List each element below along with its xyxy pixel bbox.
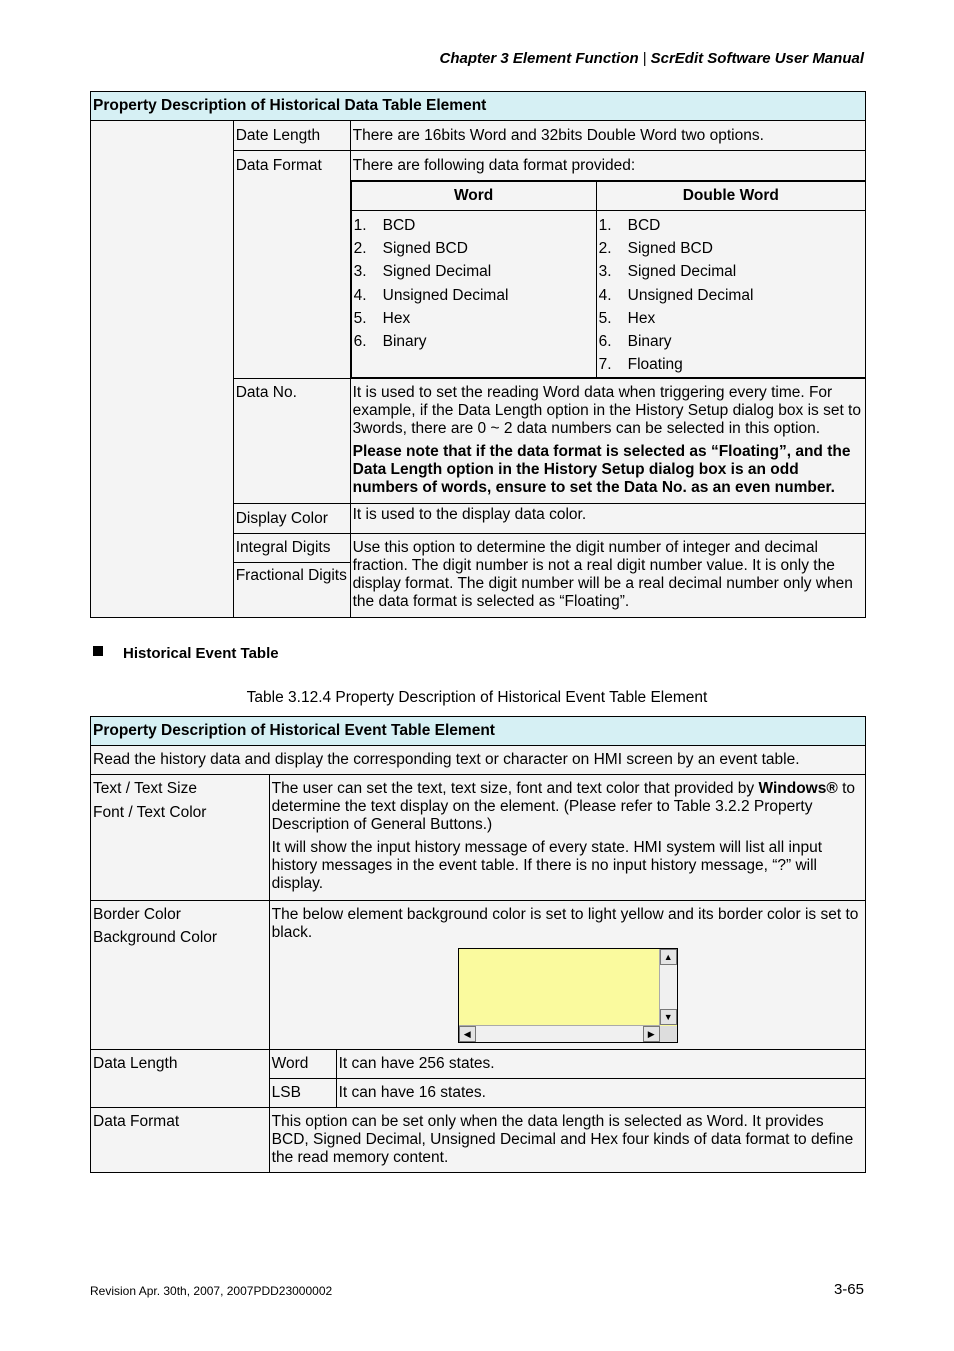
property-label: Date Length	[233, 121, 350, 151]
format-item	[354, 260, 594, 283]
format-item	[599, 330, 863, 353]
format-item-label: Signed Decimal	[382, 263, 492, 281]
text-desc-cell	[269, 775, 865, 901]
data-no-desc-cell	[350, 379, 865, 504]
property-desc: to determine the text display on the element. (Please refer to Table 3.2.2 Property Description of General Buttons.)	[271, 780, 855, 833]
format-item-number: 5.	[353, 309, 367, 327]
chapter-title: Chapter 3 Element Function	[439, 50, 639, 67]
sample-event-table	[458, 948, 678, 1043]
format-item-label: Signed BCD	[627, 240, 713, 258]
format-item	[354, 330, 594, 353]
text-label-cell	[91, 775, 270, 901]
property-label: Display Color	[233, 504, 350, 534]
property-label: Data Format	[91, 1108, 270, 1173]
format-item-number: 1.	[353, 217, 367, 234]
color-desc-cell	[269, 901, 865, 1050]
property-desc: There are following data format provided:	[351, 151, 865, 181]
format-item-label: Signed BCD	[382, 240, 468, 258]
double-word-format-list	[599, 214, 863, 376]
data-length-word-desc: It can have 256 states.	[336, 1050, 865, 1079]
property-label: Data Format	[233, 151, 350, 379]
property-label: Text / Text Size	[93, 780, 197, 797]
section-heading: Historical Event Table	[123, 645, 279, 662]
property-label: Integral Digits	[233, 534, 350, 563]
property-label: Border Color	[93, 906, 181, 923]
property-note: Please note that if the data format is selected as “Floating”, and the Data Length option in the History Setup dialog box is an odd numbers of words, ensure to set the Data No. as an even number.	[352, 443, 851, 497]
format-item	[599, 284, 863, 307]
property-label: Data Length	[91, 1050, 270, 1108]
property-desc: The below element background color is set to light yellow and its border color is set to black.	[271, 906, 859, 941]
format-item-label: Floating	[627, 356, 683, 374]
data-format-cell	[350, 151, 865, 379]
data-length-lsb-label: LSB	[269, 1079, 336, 1108]
format-item	[599, 353, 863, 376]
format-item-number: 7.	[598, 356, 612, 374]
format-item	[599, 237, 863, 260]
historical-data-table-properties	[90, 91, 866, 618]
format-item-label: Hex	[382, 309, 411, 327]
double-word-header: Double Word	[596, 182, 865, 211]
format-item	[354, 307, 594, 330]
format-item-label: Signed Decimal	[627, 263, 737, 281]
data-length-word-label: Word	[269, 1050, 336, 1079]
table-intro: Read the history data and display the corresponding text or character on HMI screen by an event table.	[91, 746, 866, 775]
format-item-label: Binary	[382, 333, 427, 351]
format-item	[599, 260, 863, 283]
format-item-number: 1.	[598, 217, 612, 234]
format-item-number: 4.	[353, 286, 367, 304]
format-item	[354, 237, 594, 260]
property-label: Data No.	[233, 379, 350, 504]
format-subtable	[351, 181, 865, 378]
scroll-up-icon: ▲	[660, 949, 677, 965]
property-desc: The user can set the text, text size, font and text color that provided by	[271, 780, 759, 797]
format-item-number: 6.	[353, 333, 367, 351]
property-label: Fractional Digits	[233, 563, 350, 618]
property-desc: It is used to set the reading Word data when triggering every time. For example, if the Data Length option in the History Setup dialog box is set to 3words, there are 0 ~ 2 data numbers can be selected in this option.	[352, 384, 861, 438]
word-format-list	[354, 214, 594, 353]
format-item-number: 4.	[598, 286, 612, 304]
table-caption: Property Description of Historical Event Table Element	[91, 717, 866, 746]
format-item-number: 2.	[353, 240, 367, 258]
property-desc: There are 16bits Word and 32bits Double Word two options.	[350, 121, 865, 151]
format-item	[354, 284, 594, 307]
format-item-label: BCD	[382, 217, 416, 234]
format-item-label: BCD	[627, 217, 661, 234]
scroll-right-icon: ▶	[643, 1026, 660, 1042]
format-item-number: 3.	[598, 263, 612, 281]
property-label: Font / Text Color	[93, 804, 207, 821]
format-item-number: 5.	[598, 309, 612, 327]
property-desc: It is used to the display data color.	[350, 504, 865, 534]
format-item-label: Hex	[627, 309, 656, 327]
blank-cell	[91, 121, 234, 618]
vertical-scrollbar	[659, 949, 677, 1025]
format-item-number: 3.	[353, 263, 367, 281]
format-item	[599, 307, 863, 330]
page-header	[439, 50, 864, 67]
revision-note: Revision Apr. 30th, 2007, 2007PDD23000002	[90, 1284, 333, 1298]
format-item-number: 2.	[598, 240, 612, 258]
property-desc: Use this option to determine the digit number of integer and decimal fraction. The digit number is not a real digit number value. It is only the display format. The digit number will be a real decimal number only when the data format is selected as “Floating”.	[350, 534, 865, 618]
scroll-down-icon: ▼	[660, 1009, 677, 1025]
scroll-left-icon: ◀	[459, 1026, 476, 1042]
horizontal-scrollbar	[459, 1025, 660, 1042]
table-caption: Property Description of Historical Data Table Element	[91, 92, 866, 121]
page-number: 3-65	[833, 1281, 864, 1298]
property-desc: This option can be set only when the data length is selected as Word. It provides BCD, Signed Decimal, Unsigned Decimal and Hex four kinds of data format to define the read memory content.	[269, 1108, 865, 1173]
header-separator: |	[642, 50, 647, 67]
format-item	[599, 214, 863, 237]
format-item-label: Binary	[627, 333, 672, 351]
format-item-label: Unsigned Decimal	[627, 286, 754, 304]
scrollbar-corner	[660, 1026, 677, 1042]
word-header: Word	[351, 182, 596, 211]
format-item-label: Unsigned Decimal	[382, 286, 509, 304]
format-item	[354, 214, 594, 237]
table-title: Table 3.12.4 Property Description of Historical Event Table Element	[246, 689, 708, 706]
windows-mark: Windows®	[758, 780, 838, 797]
manual-title: ScrEdit Software User Manual	[650, 50, 864, 67]
color-label-cell	[91, 901, 270, 1050]
historical-event-table-properties	[90, 716, 866, 1173]
bullet-square-icon	[93, 646, 103, 656]
property-label: Background Color	[93, 929, 218, 946]
data-length-lsb-desc: It can have 16 states.	[336, 1079, 865, 1108]
format-item-number: 6.	[598, 333, 612, 351]
property-desc: It will show the input history message of every state. HMI system will list all input history messages in the event table. If there is no input history message, “?” will display.	[271, 839, 823, 892]
